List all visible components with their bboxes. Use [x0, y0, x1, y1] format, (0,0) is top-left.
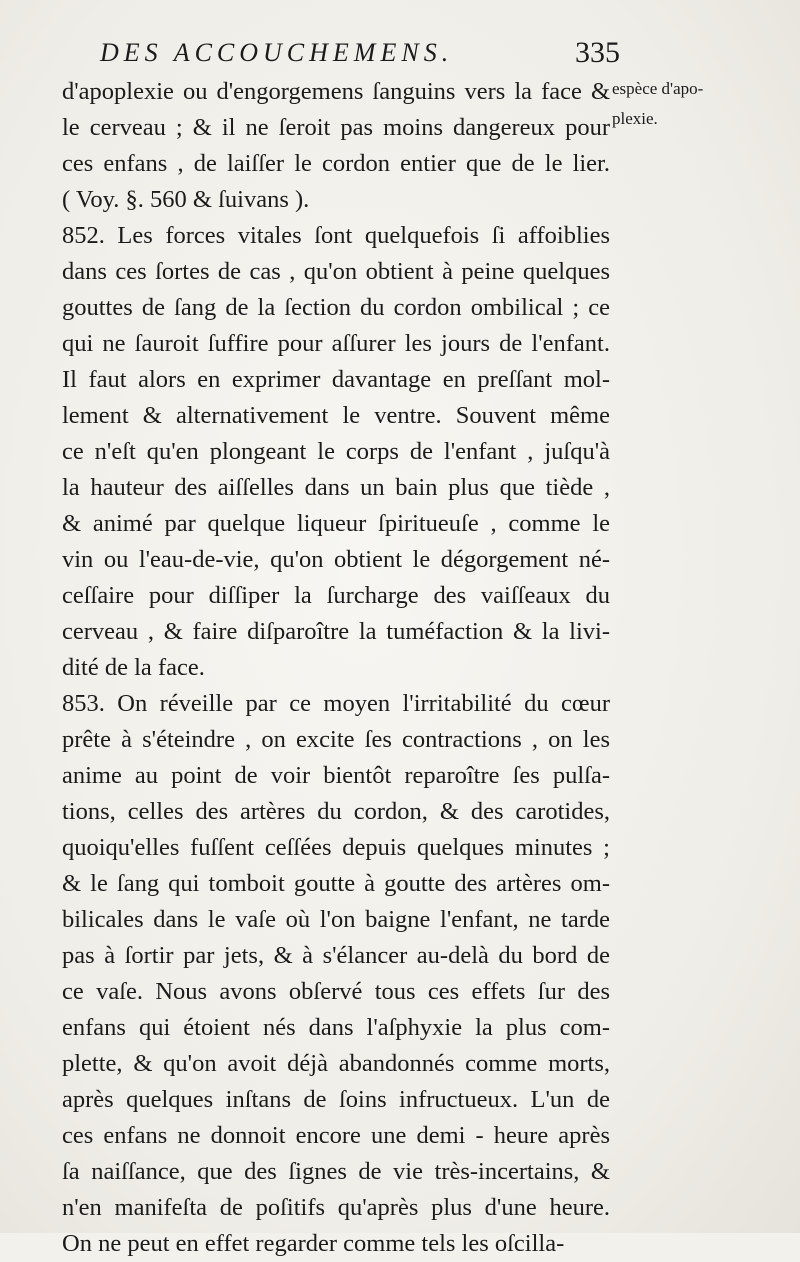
text-line: bilicales dans le vaſe où l'on baigne l'enfant, ne tarde	[62, 906, 610, 933]
text-line: dité de la face.	[62, 654, 205, 681]
text-line: ( Voy. §. 560 & ſuivans ).	[62, 186, 310, 213]
text-line: n'en manifeſta de poſitifs qu'après plus d'une heure.	[62, 1194, 610, 1221]
margin-note-line: plexie.	[612, 109, 658, 128]
text-line: enfans qui étoient nés dans l'aſphyxie la plus com-	[62, 1014, 610, 1041]
text-line: prête à s'éteindre , on excite ſes contractions , on les	[62, 726, 610, 753]
text-line: le cerveau ; & il ne ſeroit pas moins dangereux pour	[62, 114, 610, 141]
page-header	[100, 38, 620, 78]
margin-note-line: espèce d'apo-	[612, 79, 704, 98]
text-line: 852. Les forces vitales ſont quelquefois ſi affoiblies	[62, 222, 610, 249]
running-title: DES ACCOUCHEMENS.	[100, 38, 454, 67]
body-text	[62, 74, 610, 1262]
text-line: Il faut alors en exprimer davantage en preſſant mol-	[62, 366, 610, 393]
text-line: pas à ſortir par jets, & à s'élancer au-delà du bord de	[62, 942, 610, 969]
text-line: la hauteur des aiſſelles dans un bain plus que tiède ,	[62, 474, 610, 501]
text-line: anime au point de voir bientôt reparoître ſes pulſa-	[62, 762, 610, 789]
text-line: On ne peut en effet regarder comme tels les oſcilla-	[62, 1230, 565, 1257]
text-line: ces enfans ne donnoit encore une demi - heure après	[62, 1122, 610, 1149]
text-line: & animé par quelque liqueur ſpiritueuſe , comme le	[62, 510, 610, 537]
margin-note	[612, 74, 722, 134]
text-line: plette, & qu'on avoit déjà abandonnés comme morts,	[62, 1050, 610, 1077]
text-line: lement & alternativement le ventre. Souvent même	[62, 402, 610, 429]
text-line: gouttes de ſang de la ſection du cordon ombilical ; ce	[62, 294, 610, 321]
text-line: 853. On réveille par ce moyen l'irritabilité du cœur	[62, 690, 610, 717]
text-line: ces enfans , de laiſſer le cordon entier que de le lier.	[62, 150, 610, 177]
text-line: & le ſang qui tomboit goutte à goutte des artères om-	[62, 870, 610, 897]
text-line: après quelques inſtans de ſoins infructueux. L'un de	[62, 1086, 610, 1113]
text-line: tions, celles des artères du cordon, & des carotides,	[62, 798, 610, 825]
text-line: ce n'eſt qu'en plongeant le corps de l'enfant , juſqu'à	[62, 438, 610, 465]
text-line: ſa naiſſance, que des ſignes de vie très-incertains, &	[62, 1158, 610, 1185]
page-number: 335	[575, 36, 620, 69]
text-line: qui ne ſauroit ſuffire pour aſſurer les jours de l'enfant.	[62, 330, 610, 357]
text-line: dans ces ſortes de cas , qu'on obtient à peine quelques	[62, 258, 610, 285]
text-line: d'apoplexie ou d'engorgemens ſanguins vers la face &	[62, 78, 610, 105]
text-line: quoiqu'elles fuſſent ceſſées depuis quelques minutes ;	[62, 834, 610, 861]
text-line: vin ou l'eau-de-vie, qu'on obtient le dégorgement né-	[62, 546, 610, 573]
text-line: ceſſaire pour diſſiper la ſurcharge des vaiſſeaux du	[62, 582, 610, 609]
text-line: ce vaſe. Nous avons obſervé tous ces effets ſur des	[62, 978, 610, 1005]
text-line: cerveau , & faire diſparoître la tuméfaction & la livi-	[62, 618, 610, 645]
